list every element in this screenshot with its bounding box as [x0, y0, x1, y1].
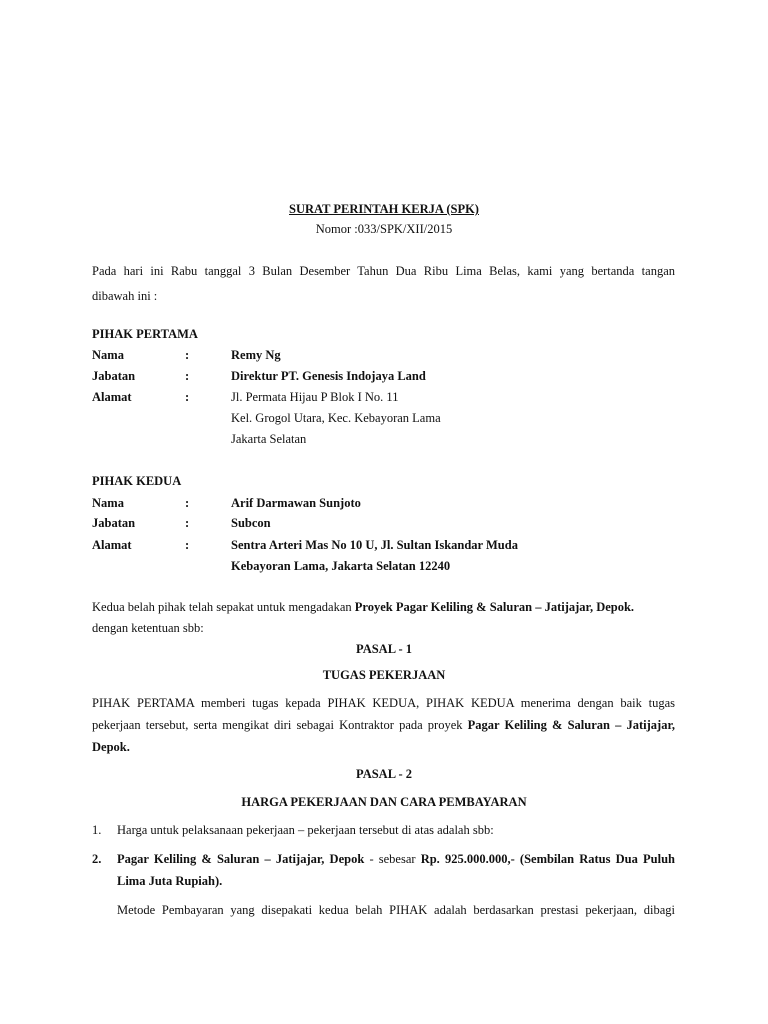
pp-jabatan-colon: :	[185, 369, 190, 383]
pp-alamat-colon: :	[185, 390, 190, 404]
agreement-line-2: dengan ketentuan sbb:	[92, 621, 204, 635]
pasal-1-line-2	[92, 719, 675, 732]
pk-nama-label: Nama	[92, 496, 124, 510]
item-2-project: Pagar Keliling & Saluran – Jatijajar, Depok	[117, 852, 365, 866]
pp-nama-value: Remy Ng	[231, 348, 281, 362]
pk-jabatan-label: Jabatan	[92, 516, 136, 530]
pp-alamat-line-2: Kel. Grogol Utara, Kec. Kebayoran Lama	[231, 411, 441, 425]
pk-nama-colon: :	[185, 496, 190, 510]
pp-alamat-label: Alamat	[92, 390, 132, 404]
document-number: Nomor :033/SPK/XII/2015	[315, 222, 453, 236]
pp-alamat-line-1: Jl. Permata Hijau P Blok I No. 11	[231, 390, 399, 404]
pihak-kedua-heading: PIHAK KEDUA	[92, 474, 182, 488]
pasal-2-item-1-number: 1.	[92, 823, 102, 837]
pp-jabatan-value: Direktur PT. Genesis Indojaya Land	[231, 369, 426, 383]
agreement-project: Proyek Pagar Keliling & Saluran – Jatijajar, Depok.	[354, 600, 635, 614]
pasal-2-subtitle: HARGA PEKERJAAN DAN CARA PEMBAYARAN	[241, 795, 527, 809]
pk-alamat-line-2: Kebayoran Lama, Jakarta Selatan 12240	[231, 559, 451, 573]
pk-nama-value: Arif Darmawan Sunjoto	[231, 496, 361, 510]
item-2-amount: Rp. 925.000.000,- (Sembilan Ratus Dua Puluh	[420, 852, 676, 866]
pasal-2-title: PASAL - 2	[355, 767, 413, 781]
pasal-1-project: Pagar Keliling & Saluran – Jatijajar,	[467, 718, 675, 732]
agreement-prefix: Kedua belah pihak telah sepakat untuk mengadakan	[92, 600, 355, 614]
pasal-2-item-1-text: Harga untuk pelaksanaan pekerjaan – pekerjaan tersebut di atas adalah sbb:	[117, 823, 494, 837]
intro-line-1: Pada hari ini Rabu tanggal 3 Bulan Desember Tahun Dua Ribu Lima Belas, kami yang bertanda tangan	[92, 264, 675, 278]
pasal-1-title: PASAL - 1	[355, 642, 413, 656]
item-2-mid: - sebesar	[364, 852, 421, 866]
pp-alamat-line-3: Jakarta Selatan	[231, 432, 307, 446]
document-title: SURAT PERINTAH KERJA (SPK)	[289, 202, 479, 216]
pk-jabatan-colon: :	[185, 516, 190, 530]
pp-nama-label: Nama	[92, 348, 124, 362]
pasal-1-line-2-text: pekerjaan tersebut, serta mengikat diri sebagai Kontraktor pada proyek	[92, 718, 468, 732]
pasal-2-item-2-number: 2.	[92, 852, 102, 866]
pk-alamat-line-1: Sentra Arteri Mas No 10 U, Jl. Sultan Iskandar Muda	[231, 538, 518, 552]
pasal-1-line-1: PIHAK PERTAMA memberi tugas kepada PIHAK KEDUA, PIHAK KEDUA menerima dengan baik tugas	[92, 696, 675, 710]
pp-nama-colon: :	[185, 348, 190, 362]
pk-alamat-label: Alamat	[92, 538, 132, 552]
pasal-2-item-2-line-2: Lima Juta Rupiah).	[117, 874, 223, 888]
pasal-1-line-3: Depok.	[92, 740, 130, 754]
agreement-line-1	[92, 601, 634, 614]
intro-line-2: dibawah ini :	[92, 289, 158, 303]
pk-jabatan-value: Subcon	[231, 516, 271, 530]
payment-method-line: Metode Pembayaran yang disepakati kedua belah PIHAK adalah berdasarkan prestasi pekerjaan, dibagi	[117, 903, 675, 917]
pasal-1-subtitle: TUGAS PEKERJAAN	[322, 668, 446, 682]
pihak-pertama-heading: PIHAK PERTAMA	[92, 327, 198, 341]
pp-jabatan-label: Jabatan	[92, 369, 136, 383]
pk-alamat-colon: :	[185, 538, 190, 552]
pasal-2-item-2-line-1	[117, 853, 675, 866]
